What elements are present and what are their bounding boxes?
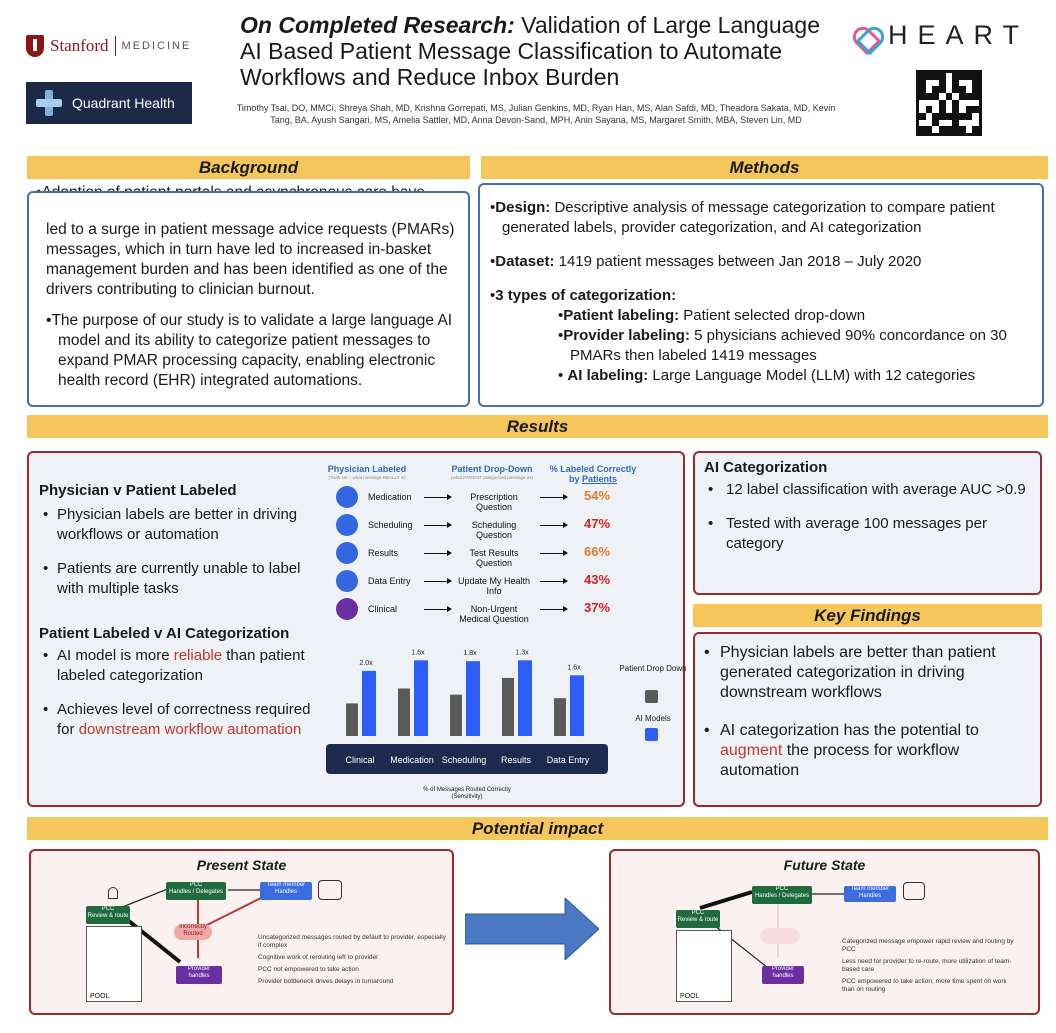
ai-label: AI labeling: <box>567 367 649 384</box>
quadrant-wordmark: Quadrant Health <box>72 95 175 111</box>
arrow-icon <box>424 609 450 610</box>
arrow-icon <box>424 581 450 582</box>
ai-cat-bullet-1: • 12 label classification with average AUC >0.9 <box>704 480 1039 500</box>
arrow-icon <box>540 497 566 498</box>
col-head-pct-line-2 <box>548 474 638 484</box>
result-bullet-3 <box>39 646 324 686</box>
col-head-pct-line-1: % Labeled Correctly <box>549 464 637 474</box>
category-tick-label: Data Entry <box>546 755 590 765</box>
legend-gray-swatch <box>645 690 658 703</box>
pct-correct: 66% <box>584 544 611 559</box>
results-left-text <box>39 482 324 740</box>
future-note-1: Categorized message empower rapid review and routing by PCC <box>842 938 1014 953</box>
category-icon <box>336 486 358 508</box>
patient-dropdown-label: Non-Urgent Medical Question <box>459 604 529 624</box>
mapping-row <box>322 542 692 566</box>
mapping-row <box>322 570 692 594</box>
bar-ai <box>414 660 428 736</box>
quadrant-cross-icon <box>36 90 62 116</box>
stanford-medicine-logo <box>26 31 206 61</box>
ratio-label: 1.6x <box>567 664 581 672</box>
background-bullet-2-text: The purpose of our study is to validate a large language AI model and its ability to categorize patient messages to expand PMAR processing capacity, enabling electronic health record (EHR) integrated automations. <box>51 312 453 389</box>
heart-wordmark: HEART <box>888 19 1030 50</box>
future-message-pool <box>676 930 732 1002</box>
ratio-label: 1.6x <box>411 649 425 657</box>
bar-ai <box>518 660 532 736</box>
future-notes <box>842 938 1020 994</box>
results-heading: Results <box>27 415 1048 438</box>
title-prefix: On Completed Research: <box>240 12 515 38</box>
col-sub-patient: (what PATIENT categorized message as) <box>450 475 534 480</box>
methods-heading: Methods <box>481 156 1048 179</box>
arrow-icon <box>540 525 566 526</box>
title-main: Validation of Large Language AI Based Patient Message Classification to Automate Workflows and Reduce Inbox Burden <box>240 12 821 90</box>
category-icon <box>336 598 358 620</box>
mapping-row <box>322 486 692 510</box>
future-pcc-review-node <box>676 910 720 928</box>
arrow-icon <box>424 553 450 554</box>
future-team-group-icon <box>903 882 925 900</box>
future-pcc-review-label: PCC <box>691 910 705 916</box>
mapping-row <box>322 598 692 622</box>
pct-correct: 47% <box>584 516 611 531</box>
team-member-node <box>260 882 312 900</box>
arrow-icon <box>540 609 566 610</box>
result-bullet-2: • Patients are currently unable to label with multiple tasks <box>39 559 324 599</box>
category-tick-label: Scheduling <box>441 755 487 765</box>
ai-categorization-heading: AI Categorization <box>704 459 828 476</box>
pcc-review-sub: Review & route <box>87 913 129 919</box>
team-member-sub: Handles <box>274 889 297 895</box>
results-figure <box>322 456 692 826</box>
stanford-shield-icon <box>26 35 44 57</box>
pcc-handles-sub: Handles / Delegates <box>168 889 224 895</box>
future-pool-label: POOL <box>680 993 700 1000</box>
heart-logo <box>852 20 1052 50</box>
transition-arrow-icon <box>465 898 599 960</box>
present-note-2: Cognitive work of rerouting left to provider <box>258 954 379 961</box>
present-notes <box>258 934 448 986</box>
bar-patient <box>450 695 462 736</box>
methods-provider: •Provider labeling: 5 physicians achieved 90% concordance on 30 PMARs then labeled 1419 messages <box>558 327 1007 364</box>
ai-cat-bullet-2: • Tested with average 100 messages per category <box>704 514 1039 554</box>
physician-label: Data Entry <box>368 576 411 586</box>
future-pcc-handles-node <box>752 886 812 904</box>
col-head-pct-patients: Patients <box>582 474 618 484</box>
future-provider-node <box>762 966 804 984</box>
design-label: Design: <box>495 199 551 216</box>
physician-label: Medication <box>368 492 412 502</box>
present-state-title: Present State <box>196 857 287 873</box>
category-tick-label: Results <box>500 755 532 765</box>
ai-text: Large Language Model (LLM) with 12 categories <box>648 367 976 384</box>
physician-label: Scheduling <box>368 520 413 530</box>
physician-label: Clinical <box>368 604 398 614</box>
future-state-title: Future State <box>783 857 866 873</box>
ratio-label: 2.0x <box>359 659 373 667</box>
future-pcc-handles-sub: Handles / Delegates <box>754 893 810 899</box>
future-pcc-handles-label: PCC <box>775 886 789 892</box>
person-icon <box>108 887 118 899</box>
methods-dataset: •Dataset: 1419 patient messages between Jan 2018 – July 2020 <box>490 253 922 270</box>
key-finding-2-text-a: AI categorization has the potential to <box>720 722 979 739</box>
key-finding-2-text-b: the process for workflow automation <box>720 742 960 779</box>
key-findings-heading: Key Findings <box>693 604 1042 627</box>
patient-text: Patient selected drop-down <box>679 307 866 324</box>
background-heading: Background <box>27 156 470 179</box>
mapping-row <box>322 514 692 538</box>
bar-patient <box>554 698 566 736</box>
future-note-3: PCC empowered to take action; more time spent on work than on routing <box>842 978 1007 993</box>
present-note-3: PCC not empowered to take action <box>258 966 359 973</box>
category-tick-label: Medication <box>390 755 434 765</box>
legend-blue-label: AI Models <box>635 714 671 723</box>
stanford-medicine-wordmark: MEDICINE <box>121 40 192 52</box>
author-list: Timothy Tsai, DO, MMCi, Shreya Shah, MD, Krishna Gorrepati, MS, Julian Genkins, MD, Ryan Han, MS, Alan Safdi, MD, Theadora Sakata, MD, Kevin Tang, BA, Ayush Sangari, MS, Amelia Sattler, MD, Anna Devon-Sand, MPH, Anin Sayana, MS, Margaret Smith, MBA, Steven Lin, MD <box>236 103 836 125</box>
types-label: 3 types of categorization: <box>495 287 677 304</box>
present-note-4: Provider bottleneck drives delays in turnaround <box>258 978 394 985</box>
patient-dropdown-label: Scheduling Question <box>471 520 517 540</box>
legend-blue-swatch <box>645 728 658 741</box>
pcc-review-label: PCC <box>101 906 115 912</box>
pct-correct: 54% <box>584 488 611 503</box>
present-note-1: Uncategorized messages routed by default to provider, especially if complex <box>258 934 446 949</box>
bar-ai <box>570 675 584 736</box>
col-head-physician: Physician Labeled <box>327 464 407 474</box>
pct-correct: 37% <box>584 600 611 615</box>
methods-types: •3 types of categorization: <box>490 287 677 304</box>
methods-ai: • AI labeling: Large Language Model (LLM) with 12 categories <box>558 367 976 384</box>
arrow-icon <box>540 581 566 582</box>
arrow-icon <box>540 553 566 554</box>
methods-design: •Design: Descriptive analysis of message categorization to compare patient generated labels, provider categorization, and AI categorization <box>490 199 995 236</box>
background-bullet-1-rest: led to a surge in patient message advice requests (PMARs) messages, which in turn have led to increased in-basket management burden and has been identified as one of the drivers contributing to clinician burnout. <box>46 221 455 298</box>
team-group-icon <box>318 880 342 900</box>
methods-body <box>490 198 1050 386</box>
result-3-highlight: reliable <box>173 647 223 664</box>
provider-sub: handles <box>188 973 210 979</box>
col-head-pct-by: by <box>568 474 582 484</box>
chart-xlabel-line-1: % of Messages Routed Correctly <box>423 787 511 793</box>
key-finding-1: • Physician labels are better than patient generated categorization in driving downstream workflows <box>704 644 996 701</box>
arrow-icon <box>424 497 450 498</box>
heart-icon <box>852 24 878 46</box>
bar-patient <box>398 688 410 736</box>
pool-label: POOL <box>90 993 110 1000</box>
key-finding-2: • AI categorization has the potential to augment the process for workflow automation <box>704 722 979 779</box>
provider-label: Provider <box>187 966 211 972</box>
stanford-wordmark: Stanford <box>50 36 109 55</box>
future-team-member-label: Team member <box>850 886 890 892</box>
impact-heading: Potential impact <box>27 817 1048 840</box>
legend-gray-label: Patient Drop Down <box>619 664 687 673</box>
arrow-icon <box>424 525 450 526</box>
chart-xlabel <box>322 787 612 801</box>
bar-ai <box>466 661 480 736</box>
col-sub-physician: (Truth set – what message REALLY is) <box>328 475 406 480</box>
physician-vs-patient-heading: Physician v Patient Labeled <box>39 482 237 499</box>
future-note-2: Less need for provider to re-route, more utilization of team-based care <box>842 958 1012 973</box>
ratio-label: 1.3x <box>515 649 529 657</box>
future-pcc-review-sub: Review & route <box>677 917 719 923</box>
future-team-member-node <box>844 886 896 902</box>
result-bullet-1: • Physician labels are better in driving workflows or automation <box>39 505 324 545</box>
methods-patient: •Patient labeling: Patient selected drop-down <box>558 307 866 324</box>
col-head-patient: Patient Drop-Down <box>451 464 533 474</box>
result-4-text-a: Achieves level of correctness required for <box>57 701 311 738</box>
ratio-label: 1.8x <box>463 650 477 658</box>
category-icon <box>336 570 358 592</box>
result-4-highlight: downstream workflow automation <box>78 721 302 738</box>
pcc-handles-label: PCC <box>189 882 203 888</box>
incorrect-routed-node: Incorrectly Routed <box>174 924 212 940</box>
pcc-review-node <box>86 906 130 924</box>
category-tick-label: Clinical <box>345 755 375 765</box>
future-team-member-sub: Handles <box>858 893 881 899</box>
provider-text: 5 physicians achieved 90% concordance on 30 PMARs then labeled 1419 messages <box>570 327 1007 364</box>
poster-title <box>240 12 840 90</box>
col-head-pct <box>548 464 638 484</box>
design-text: Descriptive analysis of message categorization to compare patient generated labels, provider categorization, and AI categorization <box>502 199 995 236</box>
category-icon <box>336 514 358 536</box>
pct-correct: 43% <box>584 572 611 587</box>
result-bullet-4 <box>39 700 324 740</box>
background-body <box>36 220 464 391</box>
category-icon <box>336 542 358 564</box>
result-3-text-a: AI model is more <box>57 647 174 664</box>
pcc-handles-node <box>166 882 226 900</box>
patient-dropdown-label: Prescription Question <box>470 492 518 512</box>
logo-divider <box>115 36 116 56</box>
team-member-label: Team member <box>266 882 306 888</box>
provider-label: Provider labeling: <box>563 327 690 344</box>
key-finding-1-text: Physician labels are better than patient generated categorization in driving downstream workflows <box>720 644 996 701</box>
quadrant-health-logo <box>26 82 192 124</box>
ai-categorization-body <box>704 459 1039 554</box>
patient-label: Patient labeling: <box>563 307 680 324</box>
key-finding-2-highlight: augment <box>720 742 783 759</box>
bar-patient <box>502 678 514 736</box>
qr-code[interactable] <box>916 70 982 136</box>
patient-dropdown-label: Test Results Question <box>469 548 519 568</box>
message-pool <box>86 926 142 1002</box>
bar-patient <box>346 703 358 736</box>
future-provider-label: Provider <box>771 966 795 972</box>
future-faded-node <box>760 928 800 944</box>
patient-vs-ai-heading: Patient Labeled v AI Categorization <box>39 625 290 642</box>
result-3-text-b: than patient labeled categorization <box>57 647 305 684</box>
physician-label: Results <box>368 548 399 558</box>
patient-dropdown-label: Update My Health Info <box>457 576 531 596</box>
bar-ai <box>362 671 376 736</box>
background-bullet-2: •The purpose of our study is to validate a large language AI model and its ability to categorize patient messages to expand PMAR processing capacity, enabling electronic health record (EHR) integrated automations. <box>46 312 453 389</box>
key-findings-body <box>704 643 1038 781</box>
chart-xlabel-line-2: (Sensitivity) <box>451 794 483 800</box>
future-provider-sub: handles <box>772 973 794 979</box>
dataset-label: Dataset: <box>495 253 555 270</box>
provider-node <box>176 966 222 984</box>
dataset-text: 1419 patient messages between Jan 2018 – July 2020 <box>554 253 922 270</box>
